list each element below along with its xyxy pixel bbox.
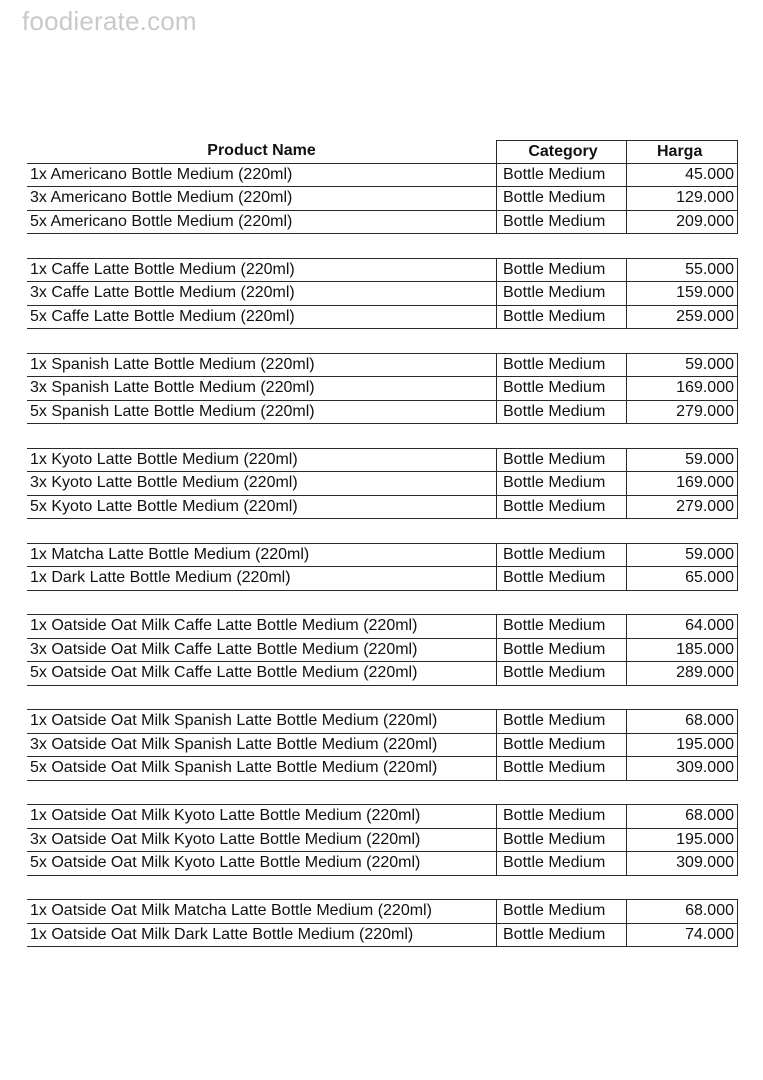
category-cell: Bottle Medium xyxy=(497,567,627,591)
price-cell: 279.000 xyxy=(627,496,738,520)
category-cell: Bottle Medium xyxy=(497,187,627,211)
product-group xyxy=(27,353,738,425)
product-name-cell: 1x Oatside Oat Milk Spanish Latte Bottle Medium (220ml) xyxy=(27,710,497,734)
product-group xyxy=(27,164,738,235)
product-group xyxy=(27,899,738,947)
category-cell: Bottle Medium xyxy=(497,852,627,876)
header-price: Harga xyxy=(627,140,738,164)
header-product-name: Product Name xyxy=(27,140,497,164)
product-name-cell: 1x Oatside Oat Milk Matcha Latte Bottle Medium (220ml) xyxy=(27,900,497,924)
price-cell: 209.000 xyxy=(627,211,738,235)
product-name-cell: 5x Americano Bottle Medium (220ml) xyxy=(27,211,497,235)
table-row xyxy=(27,282,738,306)
product-name-cell: 3x Kyoto Latte Bottle Medium (220ml) xyxy=(27,472,497,496)
price-cell: 59.000 xyxy=(627,354,738,378)
price-cell: 185.000 xyxy=(627,639,738,663)
group-spacer xyxy=(27,781,738,805)
category-cell: Bottle Medium xyxy=(497,710,627,734)
product-name-cell: 3x Americano Bottle Medium (220ml) xyxy=(27,187,497,211)
table-header-row xyxy=(27,140,738,164)
category-cell: Bottle Medium xyxy=(497,377,627,401)
table-row xyxy=(27,900,738,924)
price-cell: 195.000 xyxy=(627,734,738,758)
table-row xyxy=(27,259,738,283)
group-spacer xyxy=(27,876,738,900)
table-row xyxy=(27,639,738,663)
table-row xyxy=(27,710,738,734)
table-row xyxy=(27,354,738,378)
table-row xyxy=(27,924,738,948)
product-name-cell: 5x Oatside Oat Milk Caffe Latte Bottle Medium (220ml) xyxy=(27,662,497,686)
table-row xyxy=(27,805,738,829)
category-cell: Bottle Medium xyxy=(497,639,627,663)
price-cell: 64.000 xyxy=(627,615,738,639)
table-row xyxy=(27,401,738,425)
category-cell: Bottle Medium xyxy=(497,282,627,306)
product-group xyxy=(27,258,738,330)
price-cell: 259.000 xyxy=(627,306,738,330)
price-cell: 309.000 xyxy=(627,757,738,781)
product-name-cell: 3x Oatside Oat Milk Spanish Latte Bottle Medium (220ml) xyxy=(27,734,497,758)
product-group xyxy=(27,804,738,876)
group-spacer xyxy=(27,234,738,258)
price-cell: 279.000 xyxy=(627,401,738,425)
price-cell: 55.000 xyxy=(627,259,738,283)
product-name-cell: 1x Oatside Oat Milk Kyoto Latte Bottle Medium (220ml) xyxy=(27,805,497,829)
category-cell: Bottle Medium xyxy=(497,472,627,496)
category-cell: Bottle Medium xyxy=(497,354,627,378)
group-spacer xyxy=(27,591,738,615)
product-name-cell: 5x Oatside Oat Milk Spanish Latte Bottle Medium (220ml) xyxy=(27,757,497,781)
table-row xyxy=(27,449,738,473)
price-cell: 65.000 xyxy=(627,567,738,591)
price-cell: 309.000 xyxy=(627,852,738,876)
table-row xyxy=(27,829,738,853)
product-name-cell: 1x Matcha Latte Bottle Medium (220ml) xyxy=(27,544,497,568)
table-row xyxy=(27,472,738,496)
price-cell: 68.000 xyxy=(627,710,738,734)
category-cell: Bottle Medium xyxy=(497,900,627,924)
product-name-cell: 3x Oatside Oat Milk Kyoto Latte Bottle Medium (220ml) xyxy=(27,829,497,853)
table-row xyxy=(27,187,738,211)
table-row xyxy=(27,757,738,781)
table-row xyxy=(27,211,738,235)
price-cell: 59.000 xyxy=(627,544,738,568)
price-cell: 195.000 xyxy=(627,829,738,853)
product-name-cell: 1x Kyoto Latte Bottle Medium (220ml) xyxy=(27,449,497,473)
product-name-cell: 1x Caffe Latte Bottle Medium (220ml) xyxy=(27,259,497,283)
product-name-cell: 5x Spanish Latte Bottle Medium (220ml) xyxy=(27,401,497,425)
product-name-cell: 5x Oatside Oat Milk Kyoto Latte Bottle Medium (220ml) xyxy=(27,852,497,876)
category-cell: Bottle Medium xyxy=(497,734,627,758)
category-cell: Bottle Medium xyxy=(497,924,627,948)
price-cell: 169.000 xyxy=(627,377,738,401)
table-row xyxy=(27,306,738,330)
product-name-cell: 3x Spanish Latte Bottle Medium (220ml) xyxy=(27,377,497,401)
category-cell: Bottle Medium xyxy=(497,306,627,330)
price-cell: 59.000 xyxy=(627,449,738,473)
price-cell: 129.000 xyxy=(627,187,738,211)
product-name-cell: 3x Oatside Oat Milk Caffe Latte Bottle Medium (220ml) xyxy=(27,639,497,663)
table-row xyxy=(27,567,738,591)
table-row xyxy=(27,852,738,876)
category-cell: Bottle Medium xyxy=(497,449,627,473)
price-cell: 289.000 xyxy=(627,662,738,686)
product-group xyxy=(27,543,738,591)
group-spacer xyxy=(27,424,738,448)
category-cell: Bottle Medium xyxy=(497,401,627,425)
price-cell: 68.000 xyxy=(627,900,738,924)
product-name-cell: 1x Americano Bottle Medium (220ml) xyxy=(27,164,497,188)
category-cell: Bottle Medium xyxy=(497,757,627,781)
product-name-cell: 1x Spanish Latte Bottle Medium (220ml) xyxy=(27,354,497,378)
price-cell: 74.000 xyxy=(627,924,738,948)
category-cell: Bottle Medium xyxy=(497,662,627,686)
price-table xyxy=(27,140,738,947)
category-cell: Bottle Medium xyxy=(497,164,627,188)
product-name-cell: 5x Caffe Latte Bottle Medium (220ml) xyxy=(27,306,497,330)
header-category: Category xyxy=(497,140,627,164)
price-cell: 68.000 xyxy=(627,805,738,829)
table-row xyxy=(27,734,738,758)
price-cell: 169.000 xyxy=(627,472,738,496)
product-group xyxy=(27,614,738,686)
product-name-cell: 5x Kyoto Latte Bottle Medium (220ml) xyxy=(27,496,497,520)
watermark: foodierate.com xyxy=(22,6,197,36)
price-cell: 45.000 xyxy=(627,164,738,188)
table-body xyxy=(27,164,738,948)
category-cell: Bottle Medium xyxy=(497,496,627,520)
price-cell: 159.000 xyxy=(627,282,738,306)
table-row xyxy=(27,164,738,188)
table-row xyxy=(27,662,738,686)
product-name-cell: 1x Oatside Oat Milk Dark Latte Bottle Medium (220ml) xyxy=(27,924,497,948)
table-row xyxy=(27,615,738,639)
product-group xyxy=(27,709,738,781)
category-cell: Bottle Medium xyxy=(497,829,627,853)
table-row xyxy=(27,496,738,520)
category-cell: Bottle Medium xyxy=(497,259,627,283)
product-name-cell: 1x Dark Latte Bottle Medium (220ml) xyxy=(27,567,497,591)
product-group xyxy=(27,448,738,520)
category-cell: Bottle Medium xyxy=(497,544,627,568)
group-spacer xyxy=(27,686,738,710)
category-cell: Bottle Medium xyxy=(497,615,627,639)
group-spacer xyxy=(27,519,738,543)
category-cell: Bottle Medium xyxy=(497,805,627,829)
group-spacer xyxy=(27,329,738,353)
product-name-cell: 3x Caffe Latte Bottle Medium (220ml) xyxy=(27,282,497,306)
product-name-cell: 1x Oatside Oat Milk Caffe Latte Bottle Medium (220ml) xyxy=(27,615,497,639)
category-cell: Bottle Medium xyxy=(497,211,627,235)
table-row xyxy=(27,377,738,401)
table-row xyxy=(27,544,738,568)
